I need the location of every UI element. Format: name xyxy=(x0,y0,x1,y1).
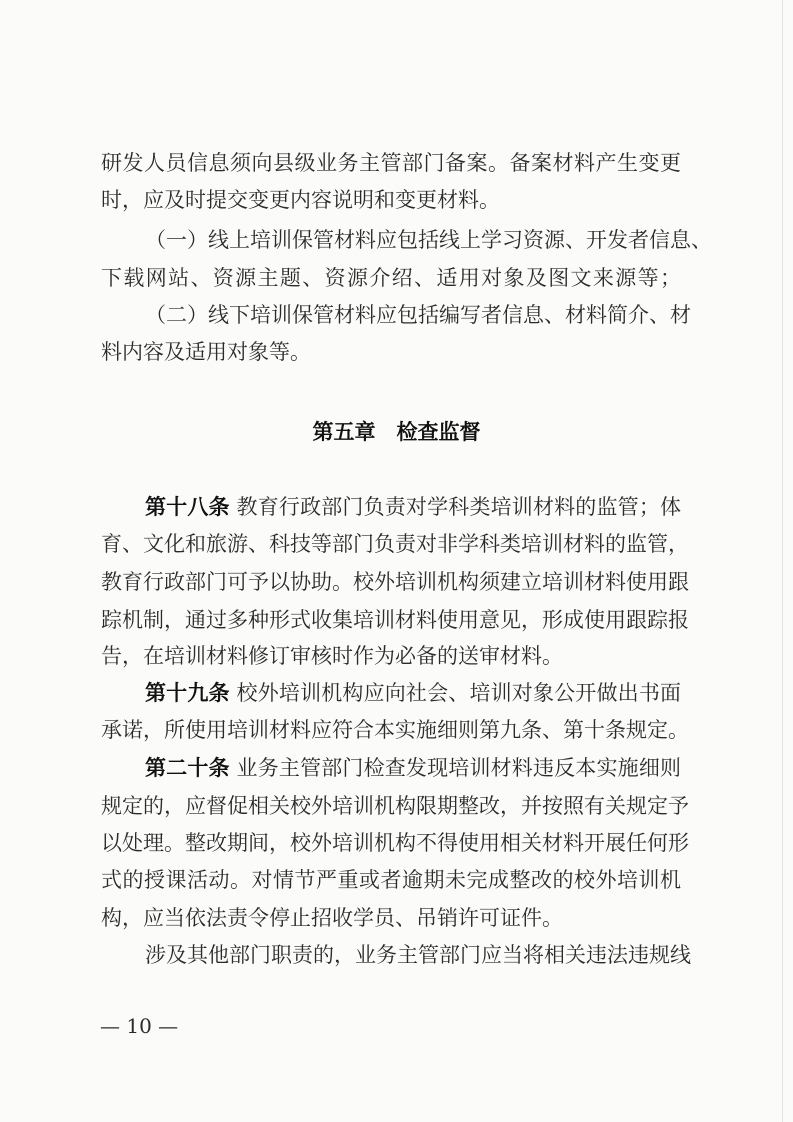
text-span: 业务主管部门检查发现培训材料违反本实施细则 xyxy=(229,756,681,780)
text-line: 料内容及适用对象等。 xyxy=(101,340,311,364)
article-20-first-line xyxy=(145,756,681,780)
text-line: 承诺，所使用培训材料应符合本实施细则第九条、第十条规定。 xyxy=(101,718,689,742)
article-label: 第十九条 xyxy=(145,681,230,705)
text-line: 告，在培训材料修订审核时作为必备的送审材料。 xyxy=(101,644,563,668)
text-line: 时，应及时提交变更内容说明和变更材料。 xyxy=(101,188,500,212)
article-19-first-line xyxy=(145,681,681,705)
text-line: 下载网站、资源主题、资源介绍、适用对象及图文来源等； xyxy=(101,266,681,290)
scan-edge xyxy=(782,0,783,1122)
text-span: 教育行政部门负责对学科类培训材料的监管；体 xyxy=(229,495,681,519)
text-line: 涉及其他部门职责的，业务主管部门应当将相关违法违规线 xyxy=(145,943,691,967)
text-line: 式的授课活动。对情节严重或者逾期未完成整改的校外培训机 xyxy=(101,868,681,892)
article-label: 第二十条 xyxy=(145,756,230,780)
chapter-heading: 第五章 检查监督 xyxy=(312,420,481,444)
article-18-first-line xyxy=(145,495,681,519)
text-line: 以处理。整改期间，校外培训机构不得使用相关材料开展任何形 xyxy=(101,831,689,855)
article-label: 第十八条 xyxy=(145,495,230,519)
text-span: 校外培训机构应向社会、培训对象公开做出书面 xyxy=(229,681,681,705)
text-line: 踪机制，通过多种形式收集培训材料使用意见，形成使用跟踪报 xyxy=(101,608,689,632)
text-line: 研发人员信息须向县级业务主管部门备案。备案材料产生变更 xyxy=(101,151,681,175)
text-line: 构，应当依法责令停止招收学员、吊销许可证件。 xyxy=(101,906,563,930)
text-line: 育、文化和旅游、科技等部门负责对非学科类培训材料的监管， xyxy=(101,532,689,556)
text-line: （一）线上培训保管材料应包括线上学习资源、开发者信息、 xyxy=(145,228,712,252)
text-line: 教育行政部门可予以协助。校外培训机构须建立培训材料使用跟 xyxy=(101,570,689,594)
page-number: — 10 — xyxy=(100,1014,179,1038)
text-line: （二）线下培训保管材料应包括编写者信息、材料简介、材 xyxy=(145,303,691,327)
text-line: 规定的，应督促相关校外培训机构限期整改，并按照有关规定予 xyxy=(101,794,689,818)
